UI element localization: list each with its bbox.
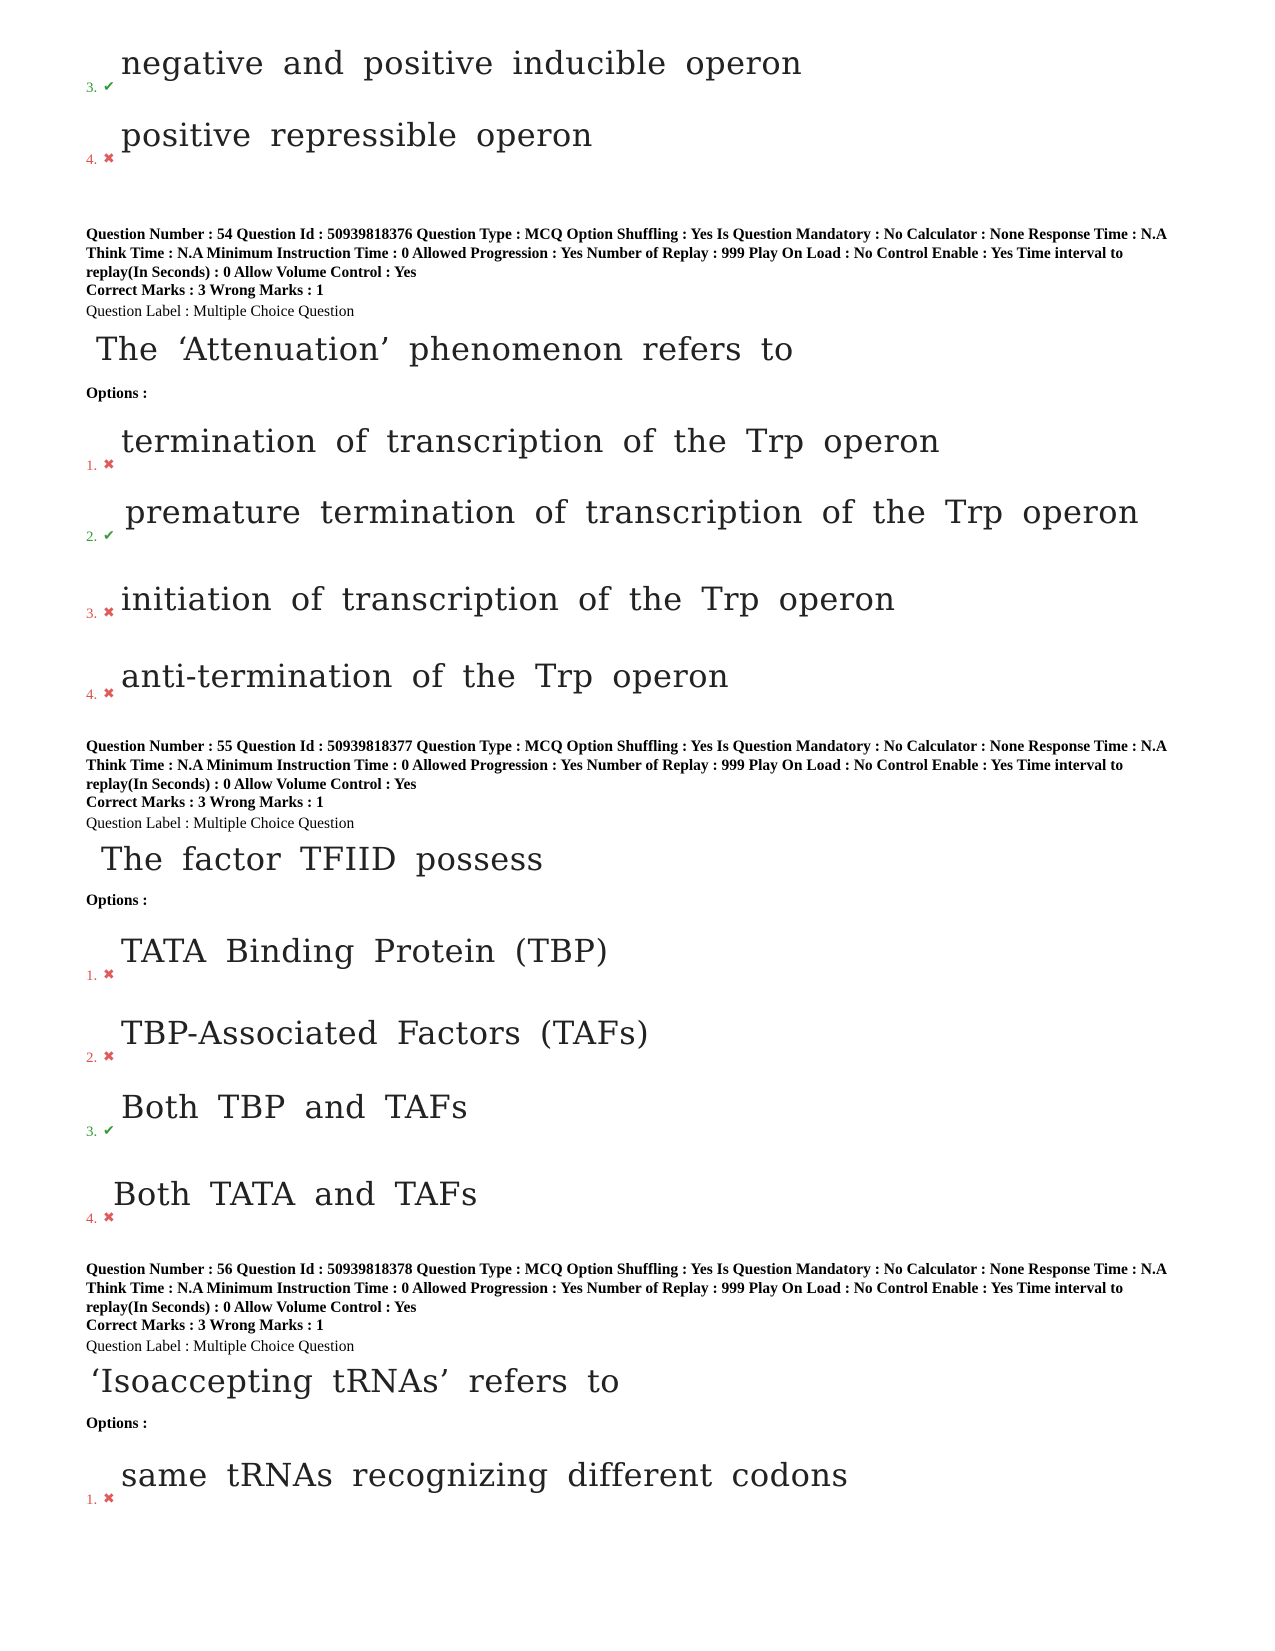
option-number: 4.	[86, 687, 98, 703]
option-text: initiation of transcription of the Trp operon	[121, 580, 896, 618]
option-number: 4.	[86, 152, 98, 168]
option-item	[86, 493, 1140, 545]
question-meta: Question Number : 55 Question Id : 50939818377 Question Type : MCQ Option Shuffling : Yes Is Question Mandatory : No Calculator : None Response Time : N.A Think Time : N.A Minimum Instruction Time : 0 Allowed Progression : Yes Number of Replay : 999 Play On Load : No Control Enable : Yes Time interval to replay(In Seconds) : 0 Allow Volume Control : Yes	[86, 738, 1167, 793]
cross-icon: ✖	[103, 606, 115, 621]
option-number: 3.	[86, 1124, 98, 1140]
option-item	[86, 44, 803, 96]
check-icon: ✔	[103, 529, 115, 544]
cross-icon: ✖	[103, 152, 115, 167]
options-label: Options :	[86, 1415, 148, 1432]
option-text: anti-termination of the Trp operon	[121, 657, 730, 695]
question-marks: Correct Marks : 3 Wrong Marks : 1	[86, 1317, 324, 1334]
option-text: negative and positive inducible operon	[121, 44, 803, 82]
cross-icon: ✖	[103, 458, 115, 473]
option-number: 4.	[86, 1211, 98, 1227]
option-number: 1.	[86, 968, 98, 984]
cross-icon: ✖	[103, 1050, 115, 1065]
check-icon: ✔	[103, 1124, 115, 1139]
question-label: Question Label : Multiple Choice Question	[86, 303, 355, 320]
option-item	[86, 657, 730, 703]
cross-icon: ✖	[103, 1211, 115, 1226]
option-item	[86, 1456, 849, 1508]
option-text: premature termination of transcription of the Trp operon	[125, 493, 1140, 531]
cross-icon: ✖	[103, 968, 115, 983]
options-label: Options :	[86, 892, 148, 909]
option-text: positive repressible operon	[121, 116, 593, 154]
options-label: Options :	[86, 385, 148, 402]
option-item	[86, 116, 593, 168]
option-number: 3.	[86, 606, 98, 622]
option-item	[86, 1014, 650, 1066]
option-text: termination of transcription of the Trp operon	[121, 422, 941, 460]
question-text: The factor TFIID possess	[101, 840, 544, 878]
option-item	[86, 1175, 478, 1227]
option-number: 3.	[86, 80, 98, 96]
question-text: ‘Isoaccepting tRNAs’ refers to	[90, 1362, 621, 1400]
cross-icon: ✖	[103, 687, 115, 702]
question-label: Question Label : Multiple Choice Question	[86, 815, 355, 832]
question-marks: Correct Marks : 3 Wrong Marks : 1	[86, 794, 324, 811]
cross-icon: ✖	[103, 1492, 115, 1507]
option-text: Both TBP and TAFs	[121, 1088, 469, 1126]
question-meta: Question Number : 54 Question Id : 50939818376 Question Type : MCQ Option Shuffling : Yes Is Question Mandatory : No Calculator : None Response Time : N.A Think Time : N.A Minimum Instruction Time : 0 Allowed Progression : Yes Number of Replay : 999 Play On Load : No Control Enable : Yes Time interval to replay(In Seconds) : 0 Allow Volume Control : Yes	[86, 226, 1167, 281]
option-number: 1.	[86, 1492, 98, 1508]
option-item	[86, 580, 896, 622]
option-item	[86, 932, 609, 984]
option-number: 1.	[86, 458, 98, 474]
option-number: 2.	[86, 1050, 98, 1066]
option-text: TBP-Associated Factors (TAFs)	[121, 1014, 650, 1052]
option-text: same tRNAs recognizing different codons	[121, 1456, 849, 1494]
option-text: TATA Binding Protein (TBP)	[121, 932, 609, 970]
option-item	[86, 422, 941, 474]
option-number: 2.	[86, 529, 98, 545]
option-text: Both TATA and TAFs	[113, 1175, 478, 1213]
check-icon: ✔	[103, 80, 115, 95]
question-label: Question Label : Multiple Choice Question	[86, 1338, 355, 1355]
question-text: The ‘Attenuation’ phenomenon refers to	[96, 330, 794, 368]
question-marks: Correct Marks : 3 Wrong Marks : 1	[86, 282, 324, 299]
question-meta: Question Number : 56 Question Id : 50939818378 Question Type : MCQ Option Shuffling : Yes Is Question Mandatory : No Calculator : None Response Time : N.A Think Time : N.A Minimum Instruction Time : 0 Allowed Progression : Yes Number of Replay : 999 Play On Load : No Control Enable : Yes Time interval to replay(In Seconds) : 0 Allow Volume Control : Yes	[86, 1261, 1167, 1316]
option-item	[86, 1088, 469, 1140]
